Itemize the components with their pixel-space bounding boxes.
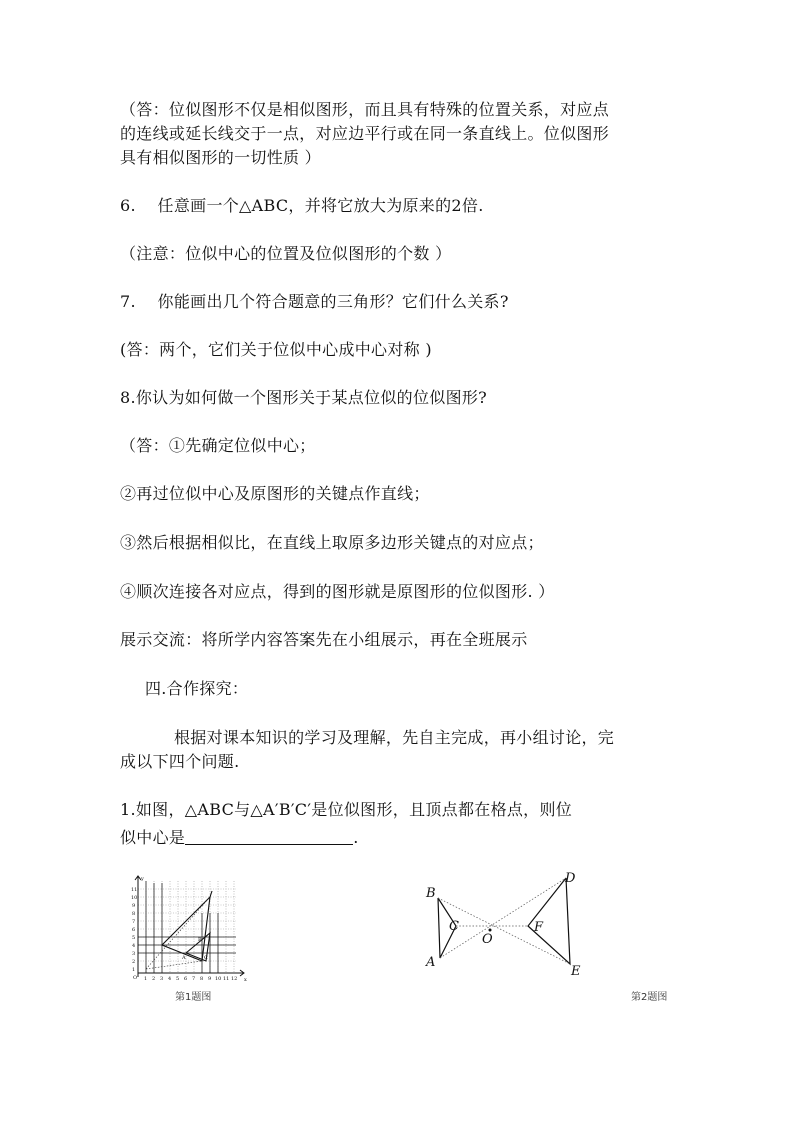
y-tick: 5 — [132, 935, 136, 941]
y-tick: 10 — [131, 895, 138, 901]
x-tick: 3 — [160, 976, 164, 982]
x-tick: 12 — [231, 976, 238, 982]
y-axis-label: y — [141, 876, 144, 882]
y-tick: 2 — [132, 959, 136, 965]
point-label-d: D — [565, 871, 576, 886]
y-tick: 6 — [132, 927, 136, 933]
x-tick: 5 — [176, 976, 180, 982]
point-label-c: C — [449, 919, 459, 934]
answer8-step2: ②再过位似中心及原图形的关键点作直线； — [120, 484, 430, 503]
x-tick: 2 — [152, 976, 156, 982]
problem1-line2 — [120, 826, 359, 850]
x-tick: 1 — [144, 976, 148, 982]
intro-line2: 成以下四个问题. — [120, 752, 240, 771]
y-tick: 9 — [132, 903, 136, 909]
point-label-e: E — [571, 964, 581, 978]
figure-2-caption: 第2题图 — [631, 992, 668, 1003]
x-tick: 6 — [184, 976, 188, 982]
answer8-step4: ④顺次连接各对应点，得到的图形就是原图形的位似图形. ） — [120, 582, 555, 601]
question-8: 8.你认为如何做一个图形关于某点位似的位似图形? — [120, 388, 488, 407]
intro-line1: 根据对课本知识的学习及理解，先自主完成，再小组讨论，完 — [174, 728, 615, 747]
origin-label: O — [133, 975, 138, 981]
figure-2-homothety — [420, 868, 590, 978]
point-label-c: C — [204, 955, 208, 961]
x-tick: 10 — [215, 976, 222, 982]
y-tick: 7 — [132, 919, 136, 925]
answer-7: (答：两个，它们关于位似中心成中心对称 ) — [120, 340, 432, 359]
problem1-prefix: 似中心是 — [120, 828, 186, 847]
point-label-f: F — [534, 920, 544, 935]
y-tick: 4 — [132, 943, 136, 949]
point-label-b: B — [426, 886, 436, 901]
y-tick: 1 — [132, 967, 136, 973]
x-tick: 9 — [208, 976, 212, 982]
answer5-line2: 的连线或延长线交于一点，对应边平行或在同一条直线上。位似图形 — [120, 124, 610, 143]
answer5-line3: 具有相似图形的一切性质 ） — [120, 148, 321, 167]
problem1-suffix: . — [353, 828, 359, 847]
exchange-instruction: 展示交流：将所学内容答案先在小组展示，再在全班展示 — [120, 630, 528, 649]
x-tick: 7 — [192, 976, 196, 982]
point-label-a: A — [182, 955, 186, 961]
point-label-b: B — [198, 937, 202, 943]
problem1-line1: 1.如图，△ABC与△A′B′C′是位似图形，且顶点都在格点，则位 — [120, 800, 573, 819]
x-tick: 4 — [168, 976, 172, 982]
answer-blank[interactable] — [185, 828, 353, 845]
question-7: 7. 你能画出几个符合题意的三角形？它们什么关系? — [120, 292, 509, 311]
y-tick: 8 — [132, 911, 136, 917]
answer8-step3: ③然后根据相似比，在直线上取原多边形关键点的对应点； — [120, 533, 544, 552]
large-triangle — [162, 891, 212, 961]
point-label-a: A — [426, 955, 436, 970]
question-6: 6. 任意画一个△ABC，并将它放大为原来的2倍. — [120, 196, 484, 215]
point-label-o: O — [482, 932, 493, 947]
figure-1-caption: 第1题图 — [175, 992, 212, 1003]
y-tick: 3 — [132, 951, 136, 957]
answer5-line1: （答：位似图形不仅是相似图形，而且具有特殊的位置关系，对应点 — [120, 100, 610, 119]
section-heading-4: 四.合作探究： — [145, 679, 249, 698]
x-tick: 11 — [223, 976, 230, 982]
grid-lines — [138, 881, 236, 973]
x-axis-label: x — [244, 977, 247, 983]
answer8-step1: （答：①先确定位似中心； — [120, 436, 316, 455]
x-tick: 8 — [200, 976, 204, 982]
note-6: （注意：位似中心的位置及位似图形的个数 ） — [120, 244, 452, 263]
y-tick: 11 — [131, 887, 138, 893]
figure-1-grid — [126, 873, 254, 985]
solid-grid-lines — [138, 881, 236, 973]
